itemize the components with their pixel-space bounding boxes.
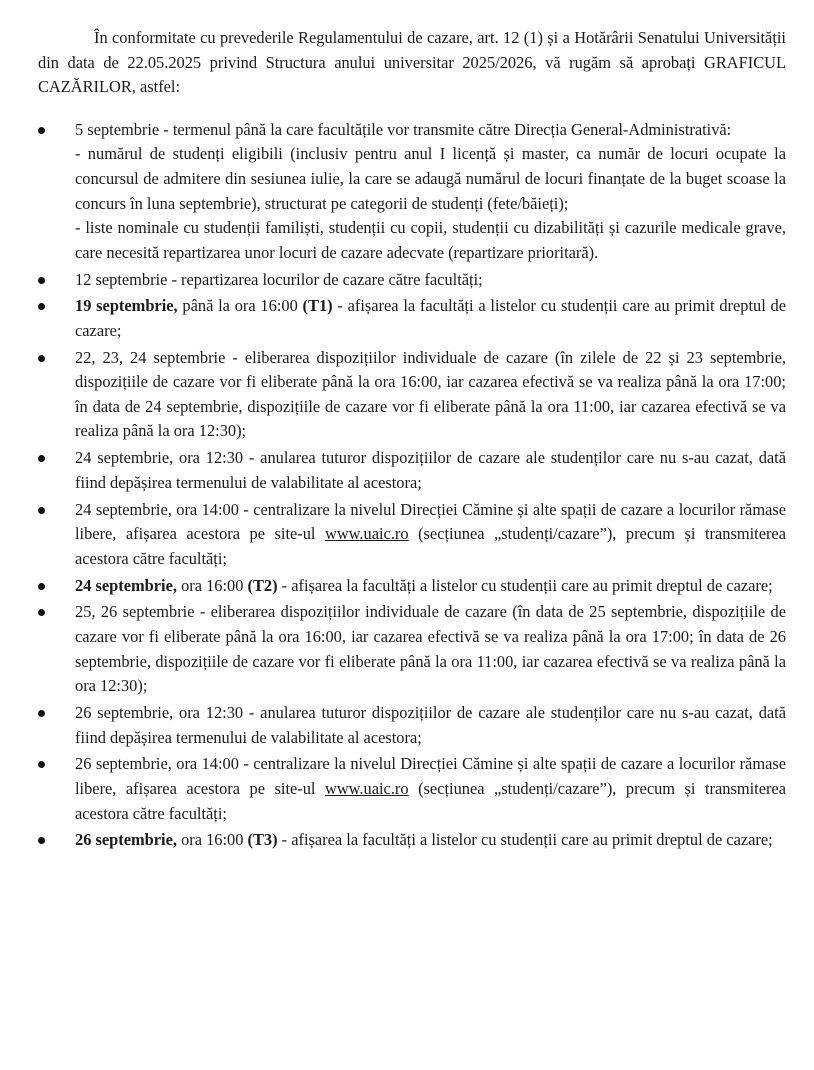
bullet-icon — [38, 303, 45, 310]
item-date: 26 septembrie, — [75, 830, 177, 850]
item-text: 24 septembrie, ora 12:30 - anularea tuturor dispozițiilor de cazare ale studenților care nu s-au cazat, dată fiind depășirea termenului de valabilitate al acestora; — [75, 448, 786, 492]
item-text: 26 septembrie, ora 14:00 - centralizare la nivelul Direcției Cămine și alte spații de cazare a locurilor rămase libere, afișarea acestora pe site-ul — [75, 754, 786, 798]
item-text: - afișarea la facultăți a listelor cu studenții care au primit dreptul de cazare; — [75, 296, 786, 340]
list-item — [38, 268, 786, 293]
bullet-icon — [38, 837, 45, 844]
item-text: 24 septembrie, ora 14:00 - centralizare la nivelul Direcției Cămine și alte spații de cazare a locurilor rămase libere, afișarea acestora pe site-ul — [75, 499, 786, 544]
item-tag: (T2) — [247, 575, 278, 595]
item-text: (secțiunea „studenți/cazare”), precum și transmiterea acestora către facultăți; — [75, 778, 786, 823]
list-item — [38, 752, 786, 826]
item-date: 24 septembrie, — [75, 575, 177, 595]
bullet-icon — [38, 455, 45, 462]
item-tag: (T3) — [247, 830, 278, 850]
list-item — [38, 446, 786, 495]
bullet-icon — [38, 609, 45, 616]
list-item — [38, 294, 786, 343]
bullet-icon — [38, 583, 45, 590]
bullet-icon — [38, 127, 45, 134]
bullet-icon — [38, 277, 45, 284]
list-item — [38, 600, 786, 698]
item-time: ora 16:00 — [176, 575, 248, 595]
list-item — [38, 498, 786, 572]
sub-paragraph: - liste nominale cu studenții familiști, studenții cu copii, studenții cu dizabilități și cazurile medicale grave, care necesită repartizarea unor locuri de cazare adecvate (repartizare prioritară). — [75, 218, 786, 262]
bullet-icon — [38, 710, 45, 717]
list-item — [38, 828, 786, 853]
bullet-icon — [38, 507, 45, 514]
list-item — [38, 346, 786, 444]
sub-paragraph: - numărul de studenți eligibili (inclusiv pentru anul I licență și master, ca număr de locuri ocupate la concursul de admitere din sesiunea iulie, la care se adaugă numărul de locuri finanțate de la buget scoase la concurs în luna septembrie), structurat pe categorii de studenți (fete/băieți); — [75, 144, 786, 213]
bullet-icon — [38, 355, 45, 362]
item-date: 19 septembrie, — [75, 296, 178, 316]
item-time: până la ora 16:00 — [177, 296, 303, 316]
item-text: 12 septembrie - repartizarea locurilor de cazare către facultăți; — [75, 269, 483, 289]
uaic-link[interactable]: www.uaic.ro — [324, 778, 409, 798]
item-text: - afișarea la facultăți a listelor cu studenții care au primit dreptul de cazare; — [277, 830, 773, 850]
item-time: ora 16:00 — [176, 830, 248, 850]
list-item — [38, 574, 786, 599]
intro-paragraph: În conformitate cu prevederile Regulamentului de cazare, art. 12 (1) și a Hotărârii Senatului Universității din data de 22.05.2025 privind Structura anului universitar 2025/2026, vă rugăm să aprobați GRAFICUL CAZĂRILOR, astfel: — [38, 28, 786, 97]
item-text: 25, 26 septembrie - eliberarea dispozițiilor individuale de cazare (în data de 25 septembrie, dispozițiile de cazare vor fi eliberate până la ora 16:00, iar cazarea efectivă se va realiza până la ora 17:00; în data de 26 septembrie, dispozițiile de cazare vor fi eliberate până la ora 11:00, iar cazarea efectivă se va realiza până la ora 12:30); — [75, 602, 786, 696]
list-item — [38, 701, 786, 750]
item-text: (secțiunea „studenți/cazare”), precum și transmiterea acestora către facultăți; — [75, 524, 786, 568]
list-item — [38, 118, 786, 266]
bullet-icon — [38, 761, 45, 768]
item-text: - afișarea la facultăți a listelor cu studenții care au primit dreptul de cazare; — [277, 575, 773, 595]
item-tag: (T1) — [302, 296, 333, 316]
item-text: 22, 23, 24 septembrie - eliberarea dispozițiilor individuale de cazare (în zilele de 22 și 23 septembrie, dispozițiile de cazare vor fi eliberate până la ora 16:00, iar cazarea efectivă se va realiza până la ora 17:00; în data de 24 septembrie, dispozițiile de cazare vor fi eliberate până la ora 11:00, iar cazarea efectivă se va realiza până la ora 12:30); — [75, 347, 786, 441]
item-text: 26 septembrie, ora 12:30 - anularea tuturor dispozițiilor de cazare ale studenților care nu s-au cazat, dată fiind depășirea termenului de valabilitate al acestora; — [75, 702, 786, 747]
uaic-link[interactable]: www.uaic.ro — [324, 524, 409, 544]
schedule-list — [38, 118, 786, 853]
item-text: 5 septembrie - termenul până la care facultățile vor transmite către Direcția General-Administrativă: — [75, 119, 732, 139]
